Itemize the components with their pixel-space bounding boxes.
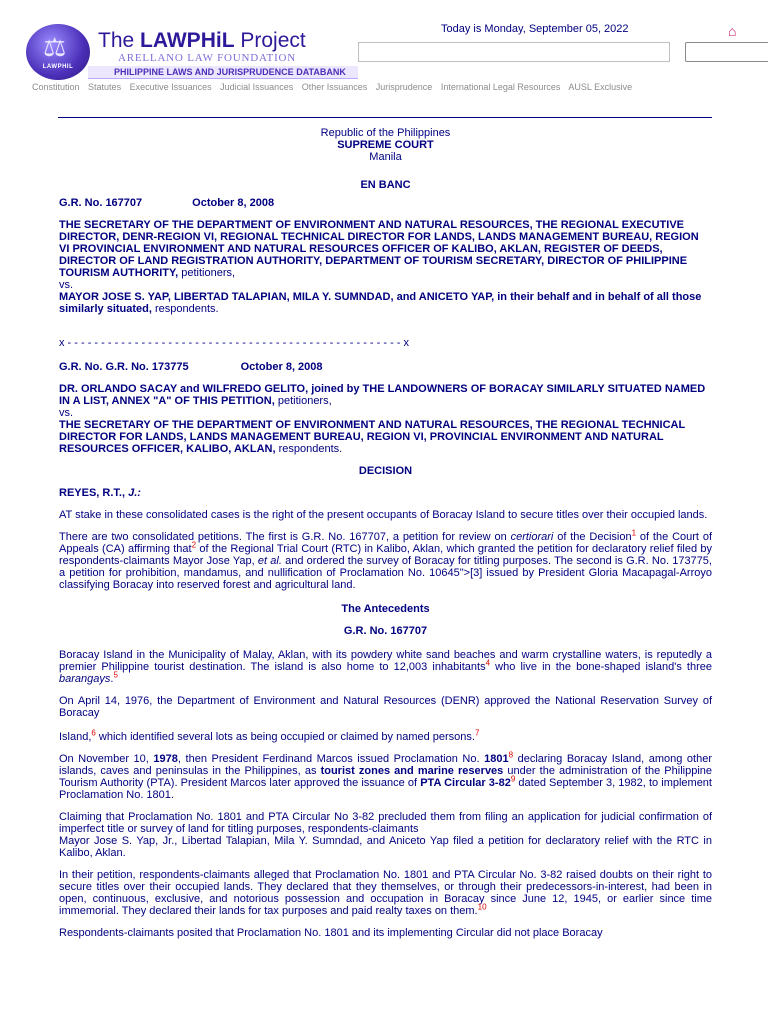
footnote-link-2[interactable]: 2 [191, 540, 197, 550]
en-banc-heading: EN BANC [360, 179, 411, 191]
footnote-link-7[interactable]: 7 [474, 728, 480, 738]
gr-subheading: G.R. No. 167707 [343, 625, 428, 637]
logo-title: The LAWPHiL Project [98, 29, 306, 52]
antecedents-heading: The Antecedents [341, 603, 430, 615]
paragraph-7: Claiming that Proclamation No. 1801 and PTA Circular No 3-82 precluded them from filing an application for judicial confirmation of imperfect title or survey of land for titling purposes, respondents-claimants [59, 811, 712, 835]
versus-1: vs. [59, 279, 74, 291]
paragraph-5: Island,$^6$ which identified several lots as being occupied or claimed by named persons.$^7$ [59, 728, 480, 743]
footnote-link-8[interactable]: 8 [508, 750, 514, 760]
logo-subtitle: ARELLANO LAW FOUNDATION [118, 52, 297, 64]
paragraph-1: AT stake in these consolidated cases is the right of the present occupants of Boracay Island to secure titles over their occupied lands. [59, 509, 708, 521]
footnote-link-10[interactable]: 10 [477, 902, 487, 912]
respondents-1: MAYOR JOSE S. YAP, LIBERTAD TALAPIAN, MILA Y. SUMNDAD, and ANICETO YAP, in their behalf and in behalf of all those similarly situated, respondents. [59, 291, 702, 315]
case-number-1: G.R. No. 167707 October 8, 2008 [59, 197, 275, 209]
home-icon[interactable]: ⌂ [728, 23, 737, 39]
case-number-2: G.R. No. G.R. No. 173775 October 8, 2008 [59, 361, 323, 373]
petitioners-1: THE SECRETARY OF THE DEPARTMENT OF ENVIRONMENT AND NATURAL RESOURCES, THE REGIONAL EXECUTIVE DIRECTOR, DENR-REGION VI, REGIONAL TECHNICAL DIRECTOR FOR LANDS, LANDS MANAGEMENT BUREAU, REGION VI PROVINCIAL ENVIRONMENT AND NATURAL RESOURCES OFFICER OF KALIBO, AKLAN, REGISTER OF DEEDS, DIRECTOR OF LAND REGISTRATION AUTHORITY, DEPARTMENT OF TOURISM SECRETARY, DIRECTOR OF PHILIPPINE TOURISM AUTHORITY, petitioners, [59, 219, 699, 279]
nav-executive-issuances[interactable]: Executive Issuances [129, 82, 212, 92]
paragraph-6: On November 10, 1978, then President Ferdinand Marcos issued Proclamation No. 1801$^8$ declaring Boracay Island, among other islands, caves and peninsulas in the Philippines, as tourist zones and marine reserves under the administration of the Philippine Tourism Authority (PTA). President Marcos later approved the issuance of PTA Circular $3-82^9$ dated September 3, 1982, to implement Proclamation No. 1801. [59, 750, 713, 801]
nav-statutes[interactable]: Statutes [88, 82, 122, 92]
nav-constitution[interactable]: Constitution [32, 82, 80, 92]
today-date: Today is Monday, September 05, 2022 [441, 23, 629, 35]
paragraph-2: There are two consolidated petitions. The first is G.R. No. 167707, a petition for review on certiorari of the Decision$^1$ of the Court of Appeals (CA) affirming that$^2$ of the Regional Trial Court (RTC) in Kalibo, Aklan, which granted the petition for declaratory relief filed by respondents-claimants Mayor Jose Yap, et al. and ordered the survey of Boracay for titling purposes. The second is G.R. No. 173775, a petition for prohibition, mandamus, and nullification of Proclamation No. 10645">[3] issued by President Gloria Macapagal-Arroyo classifying Boracay into reserved forest and agricultural land. [59, 528, 712, 591]
decision-document [59, 127, 712, 939]
ponente: REYES, R.T., J.: [59, 487, 141, 499]
nav-other-issuances[interactable]: Other Issuances [301, 82, 368, 92]
decision-heading: DECISION [358, 465, 413, 477]
search-input[interactable] [358, 42, 670, 62]
footnote-link-9[interactable]: 9 [510, 774, 516, 784]
republic-line: Republic of the Philippines [320, 127, 451, 139]
footnote-link-6[interactable]: 6 [91, 728, 96, 738]
court-city: Manila [369, 151, 402, 163]
search-select[interactable] [685, 42, 768, 62]
nav-ausl-exclusive[interactable]: AUSL Exclusive [568, 82, 633, 92]
respondents-2: THE SECRETARY OF THE DEPARTMENT OF ENVIRONMENT AND NATURAL RESOURCES, THE REGIONAL TECHNICAL DIRECTOR FOR LANDS, LANDS MANAGEMENT BUREAU, REGION VI, PROVINCIAL ENVIRONMENT AND NATURAL RESOURCES OFFICER, KALIBO, AKLAN, respondents. [59, 419, 686, 455]
logo-badge-text: LAWPHIL [42, 64, 74, 70]
logo-tagline: PHILIPPINE LAWS AND JURISPRUDENCE DATABANK [88, 66, 358, 79]
nav-jurisprudence[interactable]: Jurisprudence [375, 82, 433, 92]
court-name: SUPREME COURT [337, 139, 434, 151]
paragraph-3: Boracay Island in the Municipality of Malay, Aklan, with its powdery white sand beaches and warm crystalline waters, is reputedly a premier Philippine tourist destination. The island is also home to 12,003 inhabitants$^4$ who live in the bone-shaped island's three barangays.$^5$ [59, 649, 712, 685]
nav-international-legal-resources[interactable]: International Legal Resources [440, 82, 561, 92]
scales-of-justice-logo-icon: ⚖ LAWPHIL [26, 24, 90, 80]
nav-judicial-issuances[interactable]: Judicial Issuances [220, 82, 294, 92]
footnote-link-5[interactable]: 5 [113, 670, 118, 680]
paragraph-8: In their petition, respondents-claimants alleged that Proclamation No. 1801 and PTA Circular No. 3-82 raised doubts on their right to secure titles over their occupied lands. They declared that they themselves, or through their predecessors-in-interest, had been in open, continuous, exclusive, and notorious possession and occupation in Boracay since June 12, 1945, or earlier since time immemorial. They declared their lands for tax purposes and paid realty taxes on them.$^{10}$ [59, 869, 712, 917]
paragraph-7-continued: Mayor Jose S. Yap, Jr., Libertad Talapian, Mila Y. Sumndad, and Aniceto Yap filed a petition for declaratory relief with the RTC in Kalibo, Aklan. [59, 835, 712, 859]
footnote-link-1[interactable]: 1 [631, 528, 637, 538]
main-nav [32, 82, 638, 92]
petitioners-2: DR. ORLANDO SACAY and WILFREDO GELITO, joined by THE LANDOWNERS OF BORACAY SIMILARLY SITUATED NAMED IN A LIST, ANNEX "A" OF THIS PETITION, petitioners, [59, 383, 706, 407]
header-divider [58, 117, 712, 118]
footnote-link-4[interactable]: 4 [485, 658, 491, 668]
lawphil-logo[interactable] [26, 24, 356, 80]
paragraph-4: On April 14, 1976, the Department of Environment and Natural Resources (DENR) approved the National Reservation Survey of Boracay [59, 695, 712, 719]
case-separator: x - - - - - - - - - - - - - - - - - - - - - - - - - - - - - - - - - - - - - - - - - - - - - - - - - - x [59, 337, 410, 349]
paragraph-9: Respondents-claimants posited that Proclamation No. 1801 and its implementing Circular did not place Boracay [59, 927, 603, 939]
site-header [0, 0, 768, 100]
versus-2: vs. [59, 407, 74, 419]
